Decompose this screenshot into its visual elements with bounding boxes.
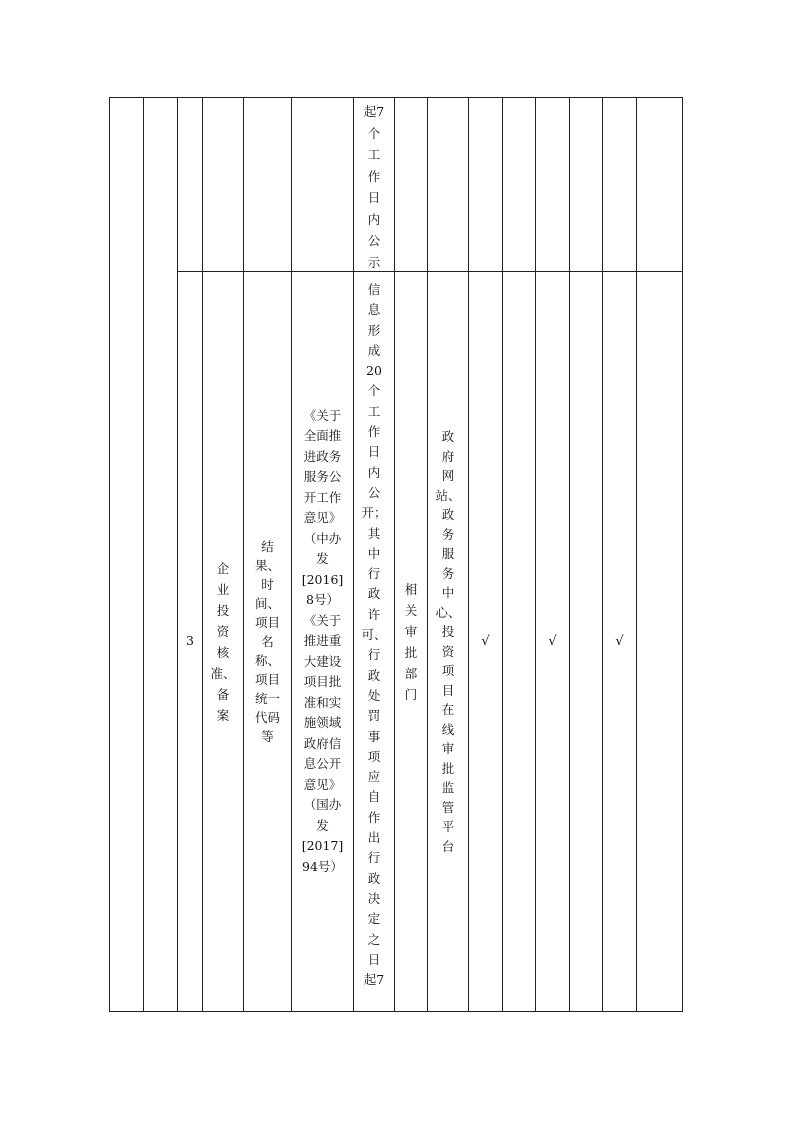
text-line: 个 <box>367 125 381 141</box>
text-line: 信 <box>367 282 381 297</box>
check-cell-3 <box>603 272 636 1011</box>
text-char: 批 <box>441 760 455 776</box>
text-line: 之 <box>367 931 381 947</box>
text-line: 许 <box>367 606 381 622</box>
text-line: 开； <box>361 505 387 521</box>
disclosure-subject-cell <box>395 272 427 1011</box>
text-char: 中 <box>441 585 455 600</box>
text-char: 政 <box>441 507 455 522</box>
text-line: 称、 <box>254 653 280 668</box>
serial-number-cell <box>178 272 202 1011</box>
text-char: 核 <box>216 644 230 660</box>
text-char: 台 <box>441 838 455 854</box>
text-line: 作 <box>367 168 381 184</box>
text-line: 结 <box>261 539 274 554</box>
serial-number: 3 <box>186 633 194 649</box>
text-line: 代码 <box>254 710 280 725</box>
text-char: 管 <box>441 799 455 815</box>
col-line <box>636 97 637 1012</box>
text-char: 平 <box>441 819 455 834</box>
text-line: 统一 <box>254 691 280 706</box>
disclosure-table <box>109 97 683 1012</box>
text-line: 处 <box>367 687 381 703</box>
col-line <box>682 97 683 1012</box>
text-line: 内 <box>367 464 381 480</box>
disclosure-basis-cell <box>292 272 353 1011</box>
text-char: 批 <box>404 644 418 660</box>
text-line: 等 <box>261 729 274 744</box>
table-border-bottom <box>109 1011 683 1012</box>
text-char: 投 <box>216 602 230 618</box>
disclosure-time <box>361 280 386 990</box>
text-line: 项目 <box>254 672 280 687</box>
col-line <box>109 97 110 1012</box>
text-line: 起7 <box>363 104 385 119</box>
text-line: 息 <box>367 302 381 318</box>
text-line: 名 <box>261 634 274 649</box>
text-char: 府 <box>441 448 455 464</box>
text-char: 案 <box>216 707 230 723</box>
text-line: 公 <box>367 233 381 248</box>
text-char: 备 <box>216 686 230 702</box>
text-line: 形 <box>367 322 381 338</box>
text-line: 行 <box>367 850 381 866</box>
col-line <box>502 97 503 1012</box>
text-line: 行 <box>367 647 381 663</box>
text-line: 日 <box>367 951 381 967</box>
text-char: 准、 <box>210 665 236 681</box>
text-char: 站、 <box>435 487 461 503</box>
text-char: 企 <box>216 560 230 576</box>
check-cell-2 <box>536 272 569 1011</box>
text-char: 线 <box>441 721 455 737</box>
text-char: 在 <box>441 702 455 717</box>
disclosure-channel <box>435 427 460 856</box>
text-line: 果、 <box>254 558 280 573</box>
text-char: 相 <box>404 581 418 597</box>
text-line: 公 <box>367 484 381 500</box>
text-line: 起7 <box>363 972 385 988</box>
text-line: 罚 <box>367 708 381 724</box>
item-name-cell <box>203 272 243 1011</box>
text-line: 自 <box>367 789 381 805</box>
disclosure-content <box>255 537 280 746</box>
top-row-publicity-time-cell <box>354 101 394 271</box>
text-line: 政 <box>367 667 381 683</box>
text-line: 可、 <box>361 627 387 643</box>
text-char: 务 <box>441 565 455 581</box>
text-char: 项 <box>441 663 455 678</box>
text-char: 业 <box>216 581 230 597</box>
col-line <box>143 97 144 1012</box>
text-char: 关 <box>404 602 418 618</box>
text-line: 日 <box>367 190 381 205</box>
text-line: 个 <box>367 383 381 399</box>
text-char: 部 <box>404 665 418 681</box>
text-char: 政 <box>441 429 455 444</box>
text-line: 定 <box>367 911 381 927</box>
check-mark: √ <box>548 634 557 649</box>
text-line: 示 <box>367 254 381 270</box>
text-line: 决 <box>367 890 381 906</box>
text-char: 监 <box>441 780 455 795</box>
text-line: 政 <box>367 870 381 886</box>
text-line: 项目 <box>254 615 280 630</box>
col-line <box>569 97 570 1012</box>
text-line: 事 <box>367 728 381 744</box>
item-name <box>210 558 235 726</box>
text-char: 网 <box>441 468 455 483</box>
text-char: 服 <box>441 546 455 561</box>
check-cell-1 <box>469 272 502 1011</box>
text-char: 资 <box>441 643 455 659</box>
text-char: 心、 <box>435 604 461 620</box>
disclosure-content-cell <box>244 272 291 1011</box>
text-line: 其 <box>367 525 381 541</box>
disclosure-channel-cell <box>428 272 468 1011</box>
text-char: 审 <box>404 623 418 639</box>
publicity-time-text <box>364 101 384 273</box>
check-mark: √ <box>481 634 490 649</box>
text-line: 政 <box>367 586 381 602</box>
text-char: 资 <box>216 623 230 639</box>
text-line: 作 <box>367 424 381 440</box>
text-line: 20 <box>366 363 382 379</box>
text-char: 门 <box>404 686 418 702</box>
text-char: 审 <box>441 741 455 756</box>
disclosure-subject <box>405 579 418 705</box>
text-line: 出 <box>367 830 381 846</box>
text-line: 时 <box>261 577 274 592</box>
text-char: 务 <box>441 526 455 542</box>
text-line: 日 <box>367 444 381 460</box>
text-line: 成 <box>367 342 381 358</box>
text-line: 间、 <box>254 596 280 611</box>
text-line: 行 <box>367 566 381 582</box>
text-line: 项 <box>367 748 381 764</box>
text-char: 投 <box>441 624 455 639</box>
table-border-top <box>109 97 683 98</box>
text-line: 工 <box>367 403 381 419</box>
text-line: 内 <box>367 211 381 227</box>
text-line: 中 <box>367 545 381 561</box>
disclosure-time-cell <box>354 280 394 1011</box>
text-line: 作 <box>367 809 381 825</box>
text-line: 工 <box>367 147 381 162</box>
disclosure-basis: 《关于 全面推 进政务 服务公 开工作 意见》 （中办 发 [2016] 8号） 《关于 推进重 大建设 项目批 准和实 施领域 政府信 息公开 意见》 （国办 发 [2017] 94号） <box>301 407 344 874</box>
text-line: 应 <box>367 769 381 785</box>
check-mark: √ <box>615 634 624 649</box>
text-char: 目 <box>441 682 455 698</box>
